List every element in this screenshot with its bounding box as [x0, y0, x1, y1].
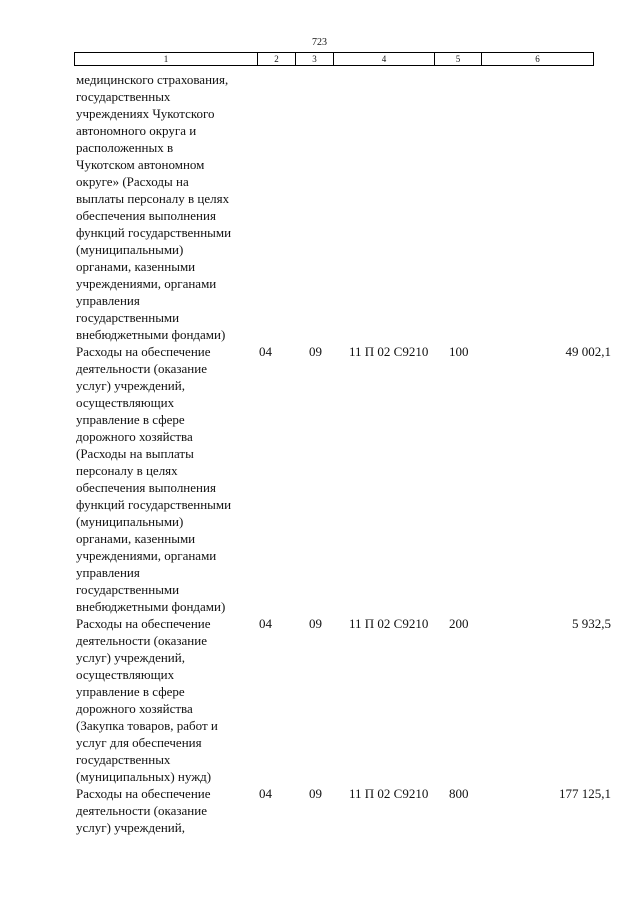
- description-line: управления: [76, 565, 140, 580]
- description-line: управление в сфере: [76, 684, 185, 699]
- description-cell: [76, 785, 258, 836]
- description-line: дорожного хозяйства: [76, 429, 193, 444]
- header-cell-4: 4: [334, 53, 435, 66]
- header-cell-1: 1: [75, 53, 258, 66]
- expense-type-cell: 100: [449, 344, 469, 359]
- description-line: услуг) учреждений,: [76, 650, 185, 665]
- description-line: государственными: [76, 582, 180, 597]
- description-line: (Расходы на выплаты: [76, 446, 194, 461]
- table-row: [76, 785, 611, 836]
- description-line: органами, казенными: [76, 259, 196, 274]
- header-cell-6: 6: [482, 53, 594, 66]
- description-cell: [76, 343, 258, 615]
- description-line: Расходы на обеспечение: [76, 786, 211, 801]
- description-line: осуществляющих: [76, 667, 175, 682]
- target-article-cell: 11 П 02 С9210: [349, 616, 429, 631]
- amount-cell: 177 125,1: [559, 786, 611, 801]
- section-cell: 04: [259, 344, 272, 359]
- description-line: (Закупка товаров, работ и: [76, 718, 218, 733]
- description-line: деятельности (оказание: [76, 361, 207, 376]
- header-cell-2: 2: [258, 53, 296, 66]
- header-cell-3: 3: [296, 53, 334, 66]
- description-cell: [76, 615, 258, 785]
- description-line: обеспечения выполнения: [76, 208, 216, 223]
- description-line: управления: [76, 293, 140, 308]
- table-body: [76, 71, 611, 836]
- description-line: расположенных в: [76, 140, 174, 155]
- description-line: внебюджетными фондами): [76, 599, 226, 614]
- section-cell: 04: [259, 616, 272, 631]
- section-cell: 04: [259, 786, 272, 801]
- description-line: функций государственными: [76, 225, 232, 240]
- description-line: выплаты персоналу в целях: [76, 191, 230, 206]
- description-line: деятельности (оказание: [76, 803, 207, 818]
- description-line: государственных: [76, 752, 171, 767]
- description-line: услуг) учреждений,: [76, 820, 185, 835]
- table-row: [76, 71, 611, 343]
- amount-cell: 49 002,1: [565, 344, 611, 359]
- description-cell: [76, 71, 258, 343]
- description-line: Расходы на обеспечение: [76, 616, 211, 631]
- table-row: [76, 615, 611, 785]
- subsection-cell: 09: [309, 616, 322, 631]
- description-line: (муниципальными): [76, 242, 184, 257]
- amount-cell: 5 932,5: [572, 616, 611, 631]
- description-line: услуг) учреждений,: [76, 378, 185, 393]
- description-line: Чукотском автономном: [76, 157, 205, 172]
- table-header: [74, 52, 594, 66]
- header-row: [75, 53, 594, 66]
- expense-type-cell: 800: [449, 786, 469, 801]
- description-line: автономного округа и: [76, 123, 197, 138]
- expense-type-cell: 200: [449, 616, 469, 631]
- table-row: [76, 343, 611, 615]
- description-line: государственными: [76, 310, 180, 325]
- description-line: управление в сфере: [76, 412, 185, 427]
- description-line: обеспечения выполнения: [76, 480, 216, 495]
- description-line: учреждениями, органами: [76, 276, 217, 291]
- description-line: деятельности (оказание: [76, 633, 207, 648]
- description-line: государственных: [76, 89, 171, 104]
- description-line: функций государственными: [76, 497, 232, 512]
- description-line: (муниципальными): [76, 514, 184, 529]
- target-article-cell: 11 П 02 С9210: [349, 786, 429, 801]
- description-line: персоналу в целях: [76, 463, 178, 478]
- description-line: медицинского страхования,: [76, 72, 229, 87]
- page-number: 723: [312, 37, 327, 48]
- target-article-cell: 11 П 02 С9210: [349, 344, 429, 359]
- description-line: дорожного хозяйства: [76, 701, 193, 716]
- header-cell-5: 5: [435, 53, 482, 66]
- description-line: услуг для обеспечения: [76, 735, 202, 750]
- description-line: осуществляющих: [76, 395, 175, 410]
- description-line: округе» (Расходы на: [76, 174, 189, 189]
- description-line: органами, казенными: [76, 531, 196, 546]
- description-line: внебюджетными фондами): [76, 327, 226, 342]
- description-line: учреждениях Чукотского: [76, 106, 215, 121]
- subsection-cell: 09: [309, 786, 322, 801]
- description-line: учреждениями, органами: [76, 548, 217, 563]
- description-line: (муниципальных) нужд): [76, 769, 212, 784]
- description-line: Расходы на обеспечение: [76, 344, 211, 359]
- subsection-cell: 09: [309, 344, 322, 359]
